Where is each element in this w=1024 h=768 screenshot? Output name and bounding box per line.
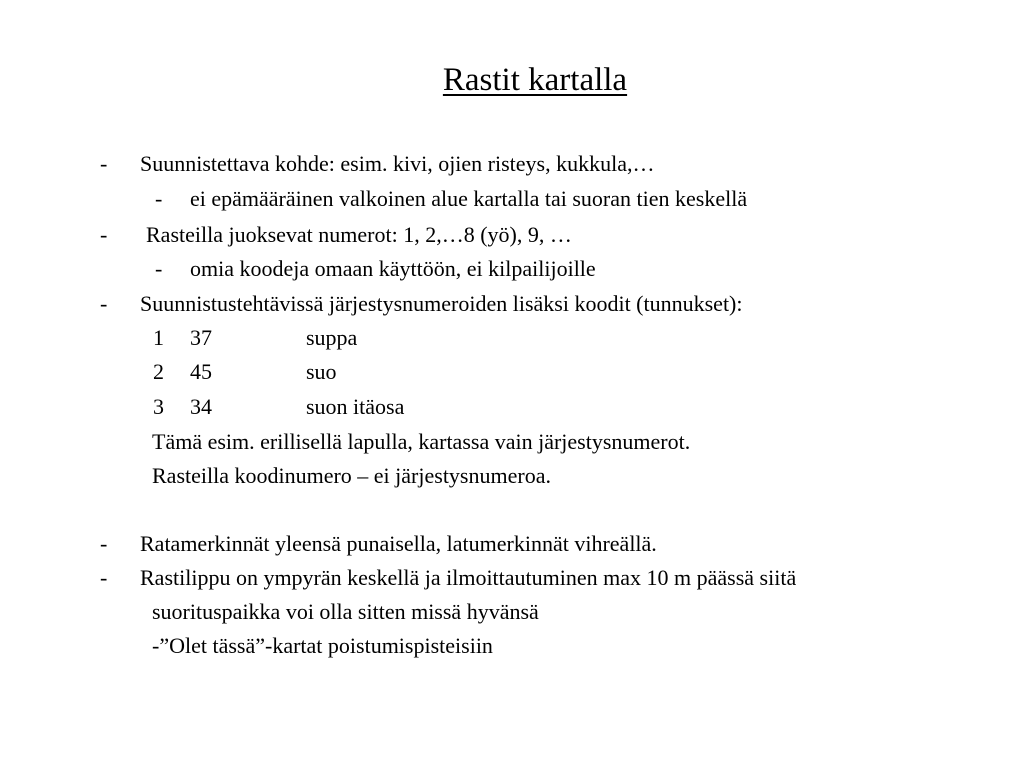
bullet-5-text: Rastilippu on ympyrän keskellä ja ilmoittautuminen max 10 m päässä siitä: [140, 565, 797, 590]
bullet-3-text: Suunnistustehtävissä järjestysnumeroiden lisäksi koodit (tunnukset):: [140, 291, 743, 316]
bullet-dash: -: [100, 531, 108, 556]
code-order: 2: [153, 359, 164, 384]
sub-bullet-dash: -: [155, 186, 163, 211]
slide-title-text: Rastit kartalla: [442, 62, 628, 98]
slide-title: [0, 60, 1024, 100]
bullet-dash: -: [100, 291, 108, 316]
bullet-2-sub-text: omia koodeja omaan käyttöön, ei kilpailijoille: [190, 256, 596, 281]
code-name: suppa: [306, 325, 358, 350]
bullet-1-text: Suunnistettava kohde: esim. kivi, ojien risteys, kukkula,…: [140, 151, 655, 176]
sub-bullet-dash: -: [155, 256, 163, 281]
bullet-5-continuation: suorituspaikka voi olla sitten missä hyvänsä: [152, 599, 539, 624]
bullet-1-sub-text: ei epämääräinen valkoinen alue kartalla tai suoran tien keskellä: [190, 186, 748, 211]
code-order: 1: [153, 325, 164, 350]
code-number: 34: [190, 394, 212, 419]
bullet-dash: -: [100, 222, 108, 247]
code-number: 45: [190, 359, 212, 384]
code-name: suon itäosa: [306, 394, 405, 419]
bullet-4-text: Ratamerkinnät yleensä punaisella, latumerkinnät vihreällä.: [140, 531, 657, 556]
note-2: Rasteilla koodinumero – ei järjestysnumeroa.: [152, 463, 551, 488]
note-1: Tämä esim. erillisellä lapulla, kartassa vain järjestysnumerot.: [152, 429, 691, 454]
bullet-2-text: Rasteilla juoksevat numerot: 1, 2,…8 (yö), 9, …: [146, 222, 572, 247]
bullet-dash: -: [100, 151, 108, 176]
bullet-dash: -: [100, 565, 108, 590]
code-name: suo: [306, 359, 337, 384]
code-order: 3: [153, 394, 164, 419]
bullet-5-note: -”Olet tässä”-kartat poistumispisteisiin: [152, 633, 493, 658]
code-number: 37: [190, 325, 212, 350]
